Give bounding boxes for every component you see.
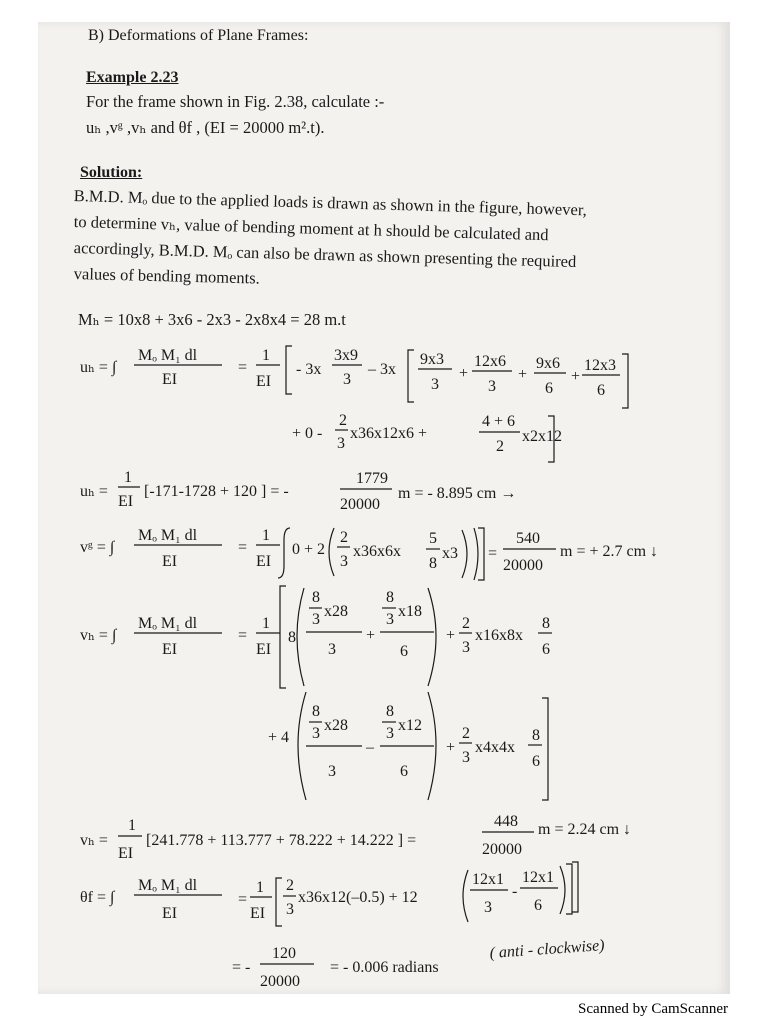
vh-term: x28 [324, 603, 348, 620]
ub-term: 3 [488, 378, 496, 395]
theta-term: θf = ∫ [80, 889, 115, 906]
vh-term: x18 [398, 603, 422, 620]
vh-term: 6 [542, 641, 550, 658]
theta-term: x36x12(–0.5) + 12 [298, 889, 418, 906]
vh-line2-term: 6 [400, 763, 408, 780]
ub-term: + [571, 368, 581, 385]
vg-term: x3 [442, 545, 458, 562]
theta-result-term: = - [232, 959, 251, 976]
scanner-watermark: Scanned by CamScanner [578, 1001, 728, 1017]
theta-term: - [512, 883, 518, 900]
ub-equation-line-2 [292, 412, 562, 462]
ub-result-term: 1 [124, 469, 132, 486]
ub-term: 9x3 [420, 351, 444, 368]
theta-result-term: 20000 [260, 973, 300, 990]
vh-result-term: 1 [128, 817, 136, 834]
ub-term: 3x9 [334, 347, 358, 364]
ub-term: 12x3 [584, 357, 616, 374]
solution-line-3: accordingly, B.M.D. Mₒ can also be drawn as shown presenting the required [73, 238, 577, 272]
solution-line-2: to determine vₕ, value of bending moment at h should be calculated and [73, 212, 549, 245]
theta-ei: EI [250, 905, 266, 922]
vh-line2-term: 8 [532, 727, 540, 744]
ub-result [80, 469, 516, 513]
theta-term: 2 [286, 877, 294, 894]
ub-result-term: uₕ = [80, 483, 108, 500]
ub-line2-term: 2 [496, 438, 504, 455]
ub-term: 3 [431, 376, 439, 393]
vh-ei: EI [256, 641, 272, 658]
ub-line2-term: + 0 - [292, 425, 323, 442]
theta-term: 3 [286, 901, 294, 918]
mh-equation: Mₕ = 10x8 + 3x6 - 2x3 - 2x8x4 = 28 m.t [78, 310, 346, 329]
vh-term: 8 [386, 589, 394, 606]
vh-term: vₕ = ∫ [80, 627, 117, 644]
vh-term: 8 [542, 615, 550, 632]
vh-line2-term: 3 [462, 749, 470, 766]
vh-line2-term: 3 [312, 725, 320, 742]
theta-integrand-den: EI [162, 905, 178, 922]
vh-term: 8 [312, 589, 320, 606]
vg-equation [80, 527, 658, 580]
ub-term: + [459, 365, 469, 382]
vg-one: 1 [262, 527, 270, 544]
vh-line2-term: 2 [462, 725, 470, 742]
vg-term: vᵍ = ∫ [80, 539, 115, 556]
vg-integrand-den: EI [162, 553, 178, 570]
vg-term: x36x6x [353, 543, 401, 560]
ub-equation [80, 346, 628, 408]
vh-term: 8 [288, 629, 296, 646]
theta-term: 12x1 [522, 869, 554, 886]
ub-integrand-den: EI [162, 371, 178, 388]
vh-line2-term: x4x4x [475, 739, 515, 756]
theta-result-term: ( anti - clockwise) [489, 937, 606, 962]
theta-result [232, 937, 605, 990]
svg-text:=: = [238, 359, 248, 376]
vg-integrand-num: Mₒ M₁ dl [138, 527, 198, 544]
ub-term: 6 [545, 380, 553, 397]
solution-line-4: values of bending moments. [73, 264, 261, 288]
vh-integrand-den: EI [162, 641, 178, 658]
ub-term: – 3x [368, 361, 396, 378]
ub-lhs: uₕ = ∫ [80, 359, 117, 376]
theta-term: 3 [484, 899, 492, 916]
vh-term: x16x8x [475, 627, 523, 644]
vh-one: 1 [262, 615, 270, 632]
example-line-1: For the frame shown in Fig. 2.38, calculate :- [86, 92, 385, 111]
vh-result [80, 813, 631, 862]
vg-term: 540 [516, 530, 540, 547]
svg-text:=: = [238, 891, 248, 908]
vh-term: 6 [400, 643, 408, 660]
vh-line2-term: 3 [386, 725, 394, 742]
ub-ei: EI [256, 373, 272, 390]
theta-equation [80, 862, 578, 926]
ub-result-term: 20000 [340, 496, 380, 513]
theta-term: 12x1 [472, 871, 504, 888]
ub-term: 9x6 [536, 355, 560, 372]
theta-one: 1 [256, 879, 264, 896]
ub-one: 1 [262, 347, 270, 364]
ub-line2-term: x2x12 [522, 428, 562, 445]
solution-title: Solution: [80, 164, 143, 181]
vh-line2-term: x12 [398, 717, 422, 734]
vh-term: 3 [312, 611, 320, 628]
vh-integrand-num: Mₒ M₁ dl [138, 615, 198, 632]
vh-result-term: vₕ = [80, 832, 108, 849]
vh-result-term: [241.778 + 113.777 + 78.222 + 14.222 ] = [146, 832, 417, 849]
vh-line2-term: – [366, 739, 374, 756]
vh-term: 3 [386, 611, 394, 628]
theta-integrand-num: Mₒ M₁ dl [138, 877, 198, 894]
vh-term: 3 [462, 639, 470, 656]
vh-term: + [366, 627, 376, 644]
ub-term: 6 [597, 382, 605, 399]
ub-result-term: [-171-1728 + 120 ] = - [144, 483, 289, 500]
vh-result-term: m = 2.24 cm ↓ [538, 821, 632, 838]
vg-term: = [488, 545, 498, 562]
vh-line2-term: 3 [328, 763, 336, 780]
vg-term: 8 [429, 555, 437, 572]
ub-term: 3 [343, 371, 351, 388]
section-heading: B) Deformations of Plane Frames: [88, 27, 309, 44]
vg-term: m = + 2.7 cm ↓ [560, 543, 659, 560]
ub-term: + [518, 366, 528, 383]
vh-term: 2 [462, 615, 470, 632]
example-title: Example 2.23 [86, 69, 179, 86]
vg-ei: EI [256, 553, 272, 570]
vh-equation [80, 586, 552, 688]
vh-term: 3 [328, 641, 336, 658]
ub-term: - 3x [296, 361, 322, 378]
vg-term: 0 + 2 [292, 541, 326, 558]
ub-line2-term: 4 + 6 [482, 413, 516, 430]
example-line-2: uₕ ,vᵍ ,vₕ and θf , (EI = 20000 m².t). [86, 118, 325, 137]
vh-term: + [446, 627, 456, 644]
theta-result-term: = - 0.006 radians [330, 959, 439, 976]
ub-result-term: 1779 [356, 470, 388, 487]
vg-term: 20000 [503, 557, 543, 574]
vh-equation-line-2 [268, 692, 548, 800]
ub-result-term: EI [118, 493, 134, 510]
vh-result-term: 20000 [482, 841, 522, 858]
vh-line2-term: + [446, 739, 456, 756]
ub-line2-term: 2 [339, 412, 347, 429]
ub-result-term: m = - 8.895 cm → [398, 485, 517, 502]
vg-term: = [238, 539, 248, 556]
vh-result-term: 448 [494, 813, 518, 830]
svg-text:=: = [238, 627, 248, 644]
vg-term: 3 [340, 553, 348, 570]
solution-line-1: B.M.D. Mₒ due to the applied loads is drawn as shown in the figure, however, [73, 186, 588, 220]
vh-line2-term: x28 [324, 717, 348, 734]
vh-line2-term: 6 [532, 753, 540, 770]
vh-line2-term: 8 [386, 703, 394, 720]
theta-term: 6 [534, 897, 542, 914]
theta-result-term: 120 [272, 945, 296, 962]
ub-line2-term: x36x12x6 + [350, 425, 428, 442]
vh-line2-term: + 4 [268, 729, 290, 746]
vg-term: 2 [340, 529, 348, 546]
vg-term: 5 [429, 530, 437, 547]
ub-term: 12x6 [474, 353, 506, 370]
vh-result-term: EI [118, 845, 134, 862]
vh-line2-term: 8 [312, 703, 320, 720]
ub-line2-term: 3 [337, 435, 345, 452]
ub-integrand-num: Mₒ M₁ dl [138, 347, 198, 364]
